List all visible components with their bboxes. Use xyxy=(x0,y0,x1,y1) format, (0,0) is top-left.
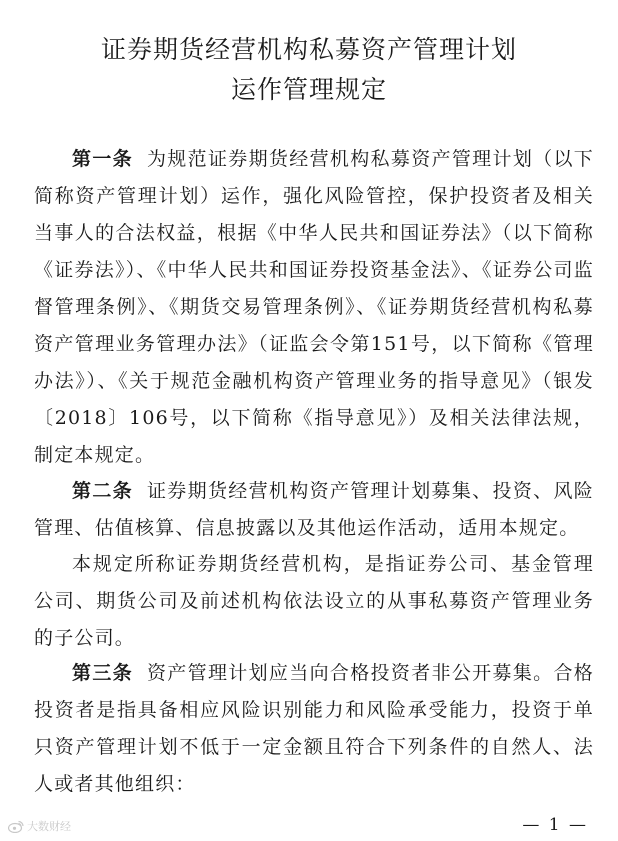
document-title-line-1: 证券期货经营机构私募资产管理计划 xyxy=(100,35,517,64)
article-3-text: 资产管理计划应当向合格投资者非公开募集。合格投资者是指具备相应风险识别能力和风险承受能力，投资于单只资产管理计划不低于一定金额且符合下列条件的自然人、法人或者其他组织： xyxy=(34,662,594,795)
article-2-definition-paragraph xyxy=(34,546,594,657)
article-1-text: 为规范证券期货经营机构私募资产管理计划（以下简称资产管理计划）运作，强化风险管控，保护投资者及相关当事人的合法权益，根据《中华人民共和国证券法》（以下简称《证券法》）、《中华人民共和国证券投资基金法》、《证券公司监督管理条例》、《期货交易管理条例》、《证券期货经营机构私募资产管理业务管理办法》（证监会令第151号，以下简称《管理办法》）、《关于规范金融机构资产管理业务的指导意见》（银发〔2018〕106号，以下简称《指导意见》）及相关法律法规，制定本规定。 xyxy=(34,148,594,466)
article-2-paragraph xyxy=(34,473,594,547)
article-3-label: 第三条 xyxy=(72,662,133,684)
weibo-logo-icon xyxy=(8,820,24,833)
article-1-label: 第一条 xyxy=(72,148,133,170)
article-1-paragraph xyxy=(34,141,594,474)
watermark-text: 大数财经 xyxy=(27,820,71,833)
article-2-label: 第二条 xyxy=(72,480,133,502)
document-title-line-2: 运作管理规定 xyxy=(230,75,387,104)
watermark xyxy=(8,818,71,834)
article-2-text: 证券期货经营机构资产管理计划募集、投资、风险管理、估值核算、信息披露以及其他运作活动，适用本规定。 xyxy=(34,480,594,539)
article-3-paragraph xyxy=(34,655,594,803)
page-number: — 1 — xyxy=(522,815,588,835)
article-2-definition-text: 本规定所称证券期货经营机构，是指证券公司、基金管理公司、期货公司及前述机构依法设立的从事私募资产管理业务的子公司。 xyxy=(34,553,594,649)
